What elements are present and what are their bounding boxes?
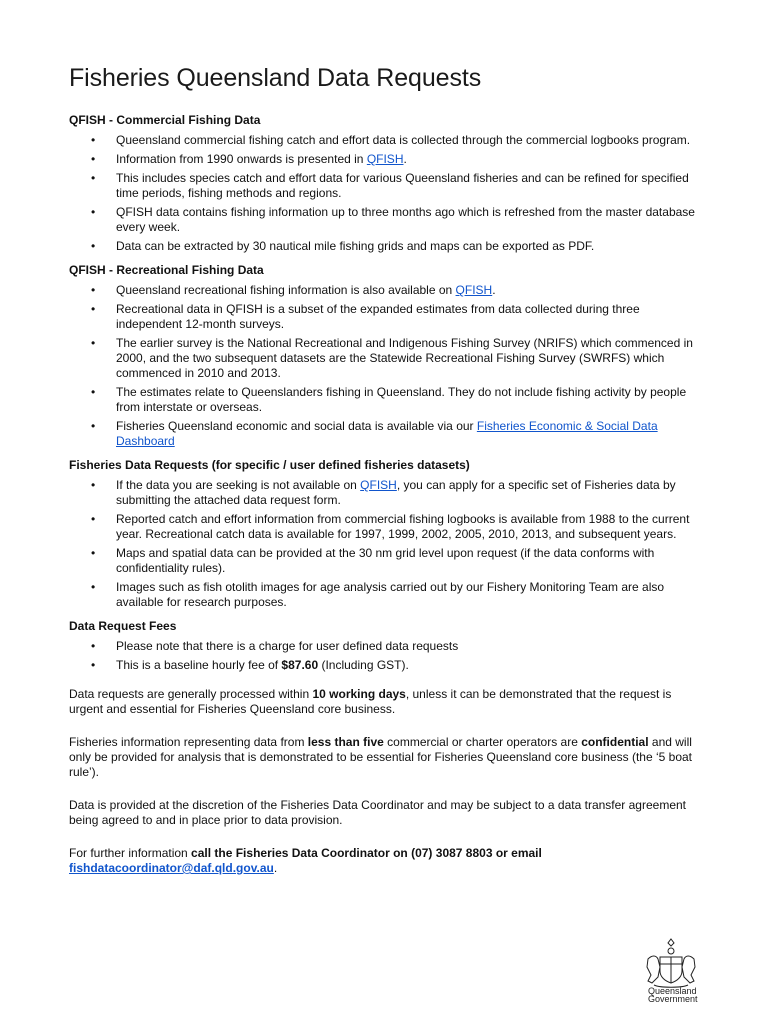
list-item: • Maps and spatial data can be provided at the 30 nm grid level upon request (if the data conforms with confidentiality rules). — [69, 546, 704, 576]
section-heading-recreational: QFISH - Recreational Fishing Data — [69, 263, 264, 277]
page-title: Fisheries Queensland Data Requests — [69, 64, 482, 92]
section-heading-data-requests: Fisheries Data Requests (for specific / user defined fisheries datasets) — [69, 458, 470, 472]
confidentiality-paragraph: Fisheries information representing data from less than five commercial or charter operators are confidential and will only be provided for analysis that is demonstrated to be essential for Fisheries Queensland core business (the ‘5 boat rule’). — [69, 735, 693, 779]
hourly-fee: $87.60 — [281, 658, 319, 672]
qfish-link[interactable]: QFISH — [366, 152, 404, 166]
logo-text-government: Government — [648, 994, 698, 1003]
list-item: • Data can be extracted by 30 nautical mile fishing grids and maps can be exported as PDF. — [69, 239, 704, 254]
qfish-link[interactable]: QFISH — [360, 478, 397, 492]
list-item: • Information from 1990 onwards is presented in QFISH. — [69, 152, 704, 167]
list-item: • Please note that there is a charge for user defined data requests — [69, 639, 704, 654]
section-heading-fees: Data Request Fees — [69, 619, 177, 633]
processing-time-paragraph: Data requests are generally processed within 10 working days, unless it can be demonstrated that the request is urgent and essential for Fisheries Queensland core business. — [69, 687, 672, 716]
logo-text-queensland: Queensland — [648, 986, 697, 996]
list-item: • Queensland recreational fishing information is also available on QFISH. — [69, 283, 704, 298]
section-heading-commercial: QFISH - Commercial Fishing Data — [69, 113, 261, 127]
list-item: • The earlier survey is the National Recreational and Indigenous Fishing Survey (NRIFS) which commenced in 2000, and the two subsequent datasets are the Statewide Recreational Fishing Survey (SWRFS) which commenced in 2010 and 2013. — [69, 336, 704, 381]
list-item: • If the data you are seeking is not available on QFISH, you can apply for a specific set of Fisheries data by submitting the attached data request form. — [69, 478, 704, 508]
list-item: • This includes species catch and effort data for various Queensland fisheries and can be refined for specified time periods, fishing methods and regions. — [69, 171, 704, 201]
list-item: • The estimates relate to Queenslanders fishing in Queensland. They do not include fishing activity by people from interstate or overseas. — [69, 385, 704, 415]
list-item: • Queensland commercial fishing catch and effort data is collected through the commercial logbooks program. — [69, 133, 704, 148]
commercial-list — [69, 133, 704, 254]
list-item: • QFISH data contains fishing information up to three months ago which is refreshed from the master database every week. — [69, 205, 704, 235]
document-content — [69, 64, 704, 894]
contact-paragraph: For further information call the Fisheries Data Coordinator on (07) 3087 8803 or email fishdatacoordinator@daf.qld.gov.au. — [69, 846, 542, 875]
fees-list — [69, 639, 704, 673]
list-item: • Recreational data in QFISH is a subset of the expanded estimates from data collected during three independent 12-month surveys. — [69, 302, 704, 332]
qfish-link[interactable]: QFISH — [455, 283, 493, 297]
recreational-list — [69, 283, 704, 449]
coordinator-email-link[interactable]: fishdatacoordinator@daf.qld.gov.au — [69, 861, 274, 875]
list-item: • Reported catch and effort information from commercial fishing logbooks is available from 1988 to the current year. Recreational catch data is available for 1997, 1999, 2002, 2005, 2010, 2013, and subsequent years. — [69, 512, 704, 542]
economic-dashboard-link[interactable]: Fisheries Economic & Social Data Dashboard — [116, 419, 658, 448]
list-item: • Fisheries Queensland economic and social data is available via our Fisheries Economic & Social Data Dashboard — [69, 419, 704, 449]
discretion-paragraph: Data is provided at the discretion of the Fisheries Data Coordinator and may be subject to a data transfer agreement being agreed to and in place prior to data provision. — [69, 798, 687, 827]
queensland-government-logo — [640, 935, 702, 1003]
list-item: • Images such as fish otolith images for age analysis carried out by our Fishery Monitoring Team are also available for research purposes. — [69, 580, 704, 610]
data-requests-list — [69, 478, 704, 610]
list-item: • This is a baseline hourly fee of $87.60 (Including GST). — [69, 658, 704, 673]
